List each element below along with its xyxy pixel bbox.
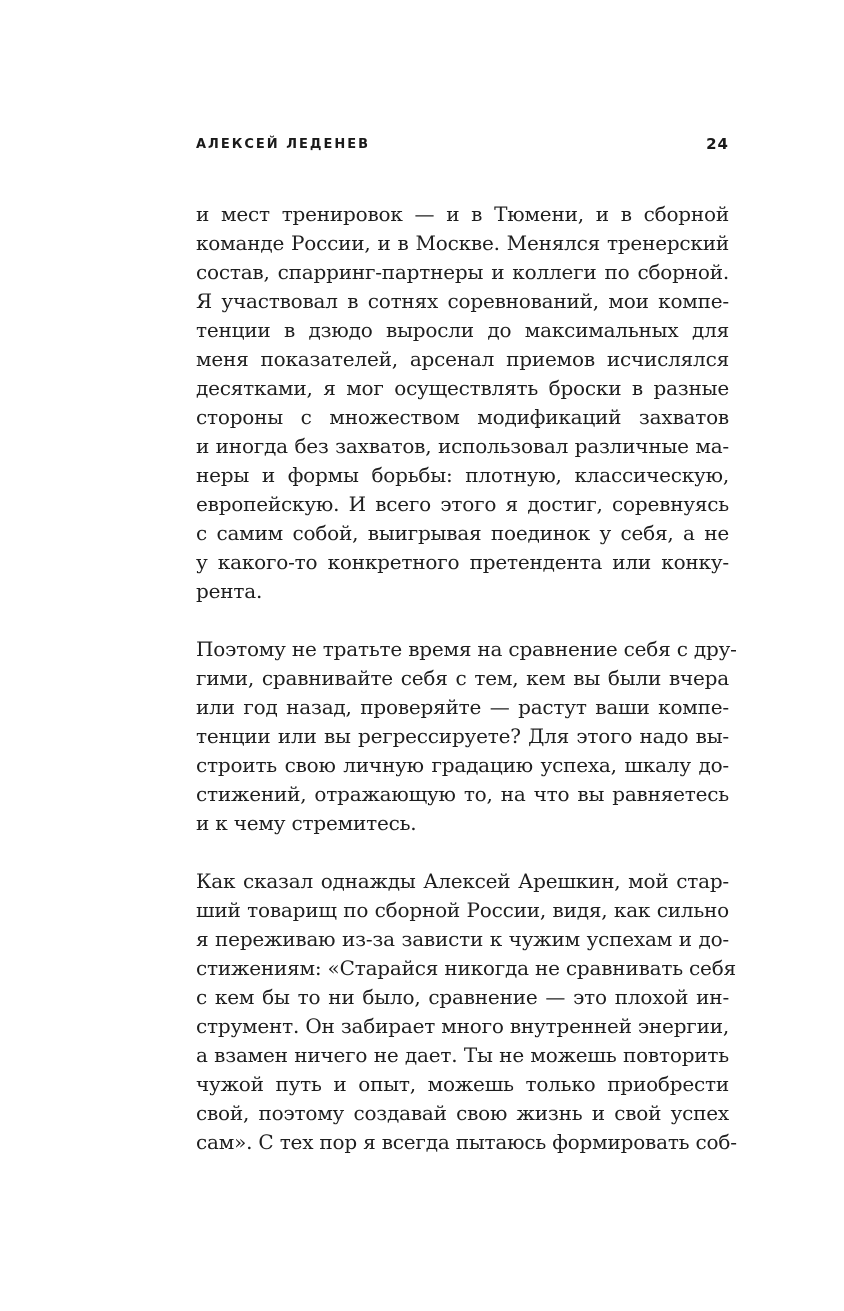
text-line: стижениям: «Старайся никогда не сравнивать себя [196, 956, 736, 980]
text-line: десятками, я мог осуществлять броски в разные [196, 376, 729, 400]
text-line: я переживаю из-за зависти к чужим успехам и до- [196, 927, 729, 951]
paragraph-2 [196, 635, 737, 838]
text-line: свой, поэтому создавай свою жизнь и свой успех [196, 1101, 729, 1125]
text-line: тенции или вы регрессируете? Для этого надо вы- [196, 724, 729, 748]
text-line: а взамен ничего не дает. Ты не можешь повторить [196, 1043, 729, 1067]
text-line: с кем бы то ни было, сравнение — это плохой ин- [196, 985, 729, 1009]
text-line: Я участвовал в сотнях соревнований, мои компе- [196, 289, 729, 313]
text-line: и мест тренировок — и в Тюмени, и в сборной [196, 202, 729, 226]
text-line: с самим собой, выигрывая поединок у себя, а не [196, 521, 729, 545]
text-line: струмент. Он забирает много внутренней энергии, [196, 1014, 729, 1038]
text-line: у какого-то конкретного претендента или конку- [196, 550, 729, 574]
body-text [196, 200, 737, 1186]
author-name: АЛЕКСЕЙ ЛЕДЕНЕВ [196, 136, 370, 152]
text-line: чужой путь и опыт, можешь только приобрести [196, 1072, 729, 1096]
paragraph-1 [196, 200, 729, 606]
text-line: неры и формы борьбы: плотную, классическую, [196, 463, 729, 487]
text-line: строить свою личную градацию успеха, шкалу до- [196, 753, 729, 777]
text-line: стороны с множеством модификаций захватов [196, 405, 729, 429]
text-line: тенции в дзюдо выросли до максимальных для [196, 318, 729, 342]
text-line: состав, спарринг-партнеры и коллеги по сборной. [196, 260, 729, 284]
text-line: сам». С тех пор я всегда пытаюсь формировать соб- [196, 1130, 737, 1154]
paragraph-3 [196, 867, 737, 1157]
text-line: Поэтому не тратьте время на сравнение себя с дру- [196, 637, 737, 661]
text-line: меня показателей, арсенал приемов исчислялся [196, 347, 729, 371]
text-line: европейскую. И всего этого я достиг, соревнуясь [196, 492, 729, 516]
page-number: 24 [706, 135, 729, 153]
text-line: команде России, и в Москве. Менялся тренерский [196, 231, 729, 255]
text-line: Как сказал однажды Алексей Арешкин, мой стар- [196, 869, 729, 893]
text-line: стижений, отражающую то, на что вы равняетесь [196, 782, 729, 806]
text-line: и иногда без захватов, использовал различные ма- [196, 434, 729, 458]
text-line: или год назад, проверяйте — растут ваши компе- [196, 695, 729, 719]
running-head [196, 132, 729, 156]
text-line: гими, сравнивайте себя с тем, кем вы были вчера [196, 666, 729, 690]
text-line: и к чему стремитесь. [196, 811, 417, 835]
text-line: ший товарищ по сборной России, видя, как сильно [196, 898, 729, 922]
text-line: рента. [196, 579, 263, 603]
